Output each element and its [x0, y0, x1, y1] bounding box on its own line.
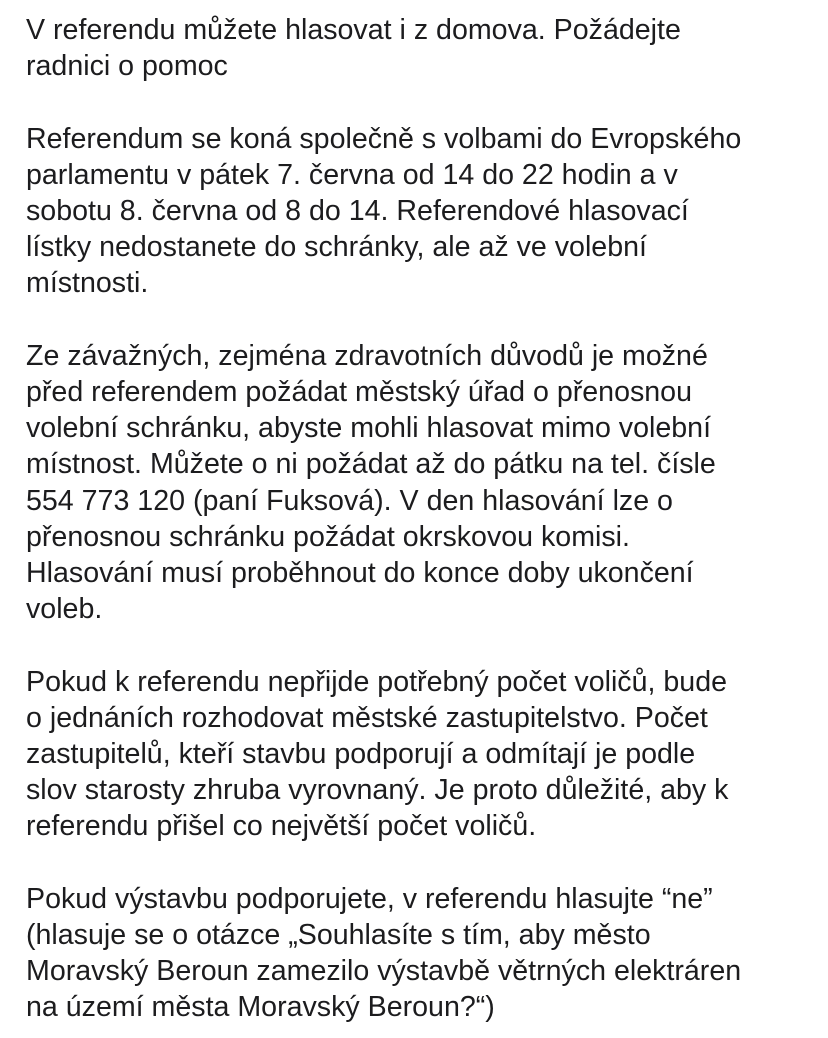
- text-line: na území města Moravský Beroun?“): [26, 991, 495, 1024]
- text-line: Referendum se koná společně s volbami do Evropského: [26, 122, 742, 155]
- text-line: místnosti.: [26, 267, 149, 300]
- text-line: o jednáních rozhodovat městské zastupitelstvo. Počet: [26, 701, 708, 734]
- text-line: referendu přišel co největší počet voličů.: [26, 810, 537, 843]
- text-line: 554 773 120 (paní Fuksová). V den hlasování lze o: [26, 484, 673, 517]
- text-line: zastupitelů, kteří stavbu podporují a odmítají je podle: [26, 738, 696, 771]
- text-line: Moravský Beroun zamezilo výstavbě větrných elektráren: [26, 955, 742, 988]
- text-line: Ze závažných, zejména zdravotních důvodů je možné: [26, 339, 708, 372]
- text-line: před referendem požádat městský úřad o přenosnou: [26, 376, 692, 408]
- paragraph-portable-ballot-box: [26, 338, 804, 628]
- text-line: (hlasuje se o otázce „Souhlasíte s tím, aby město: [26, 919, 651, 952]
- paragraph-voting-advice: [26, 881, 804, 1026]
- text-line: Pokud k referendu nepřijde potřebný počet voličů, bude: [26, 665, 728, 698]
- paragraph-turnout: [26, 664, 804, 845]
- text-line: Pokud výstavbu podporujete, v referendu hlasujte “ne”: [26, 882, 713, 915]
- text-line: V referendu můžete hlasovat i z domova. Požádejte: [26, 14, 681, 46]
- text-line: volební schránku, abyste mohli hlasovat mimo volební: [26, 412, 712, 445]
- text-line: Hlasování musí proběhnout do konce doby ukončení: [26, 557, 694, 590]
- text-line: přenosnou schránku požádat okrskovou komisi.: [26, 520, 630, 553]
- text-line: parlamentu v pátek 7. června od 14 do 22 hodin a v: [26, 158, 678, 191]
- text-line: slov starosty zhruba vyrovnaný. Je proto důležité, aby k: [26, 774, 729, 807]
- paragraph-headline: [26, 12, 804, 84]
- text-line: voleb.: [26, 593, 103, 626]
- text-line: sobotu 8. června od 8 do 14. Referendové hlasovací: [26, 195, 689, 227]
- paragraph-schedule: [26, 121, 804, 302]
- text-line: lístky nedostanete do schránky, ale až ve volební: [26, 231, 647, 264]
- text-line: místnost. Můžete o ni požádat až do pátku na tel. čísle: [26, 448, 716, 481]
- text-line: radnici o pomoc: [26, 50, 228, 83]
